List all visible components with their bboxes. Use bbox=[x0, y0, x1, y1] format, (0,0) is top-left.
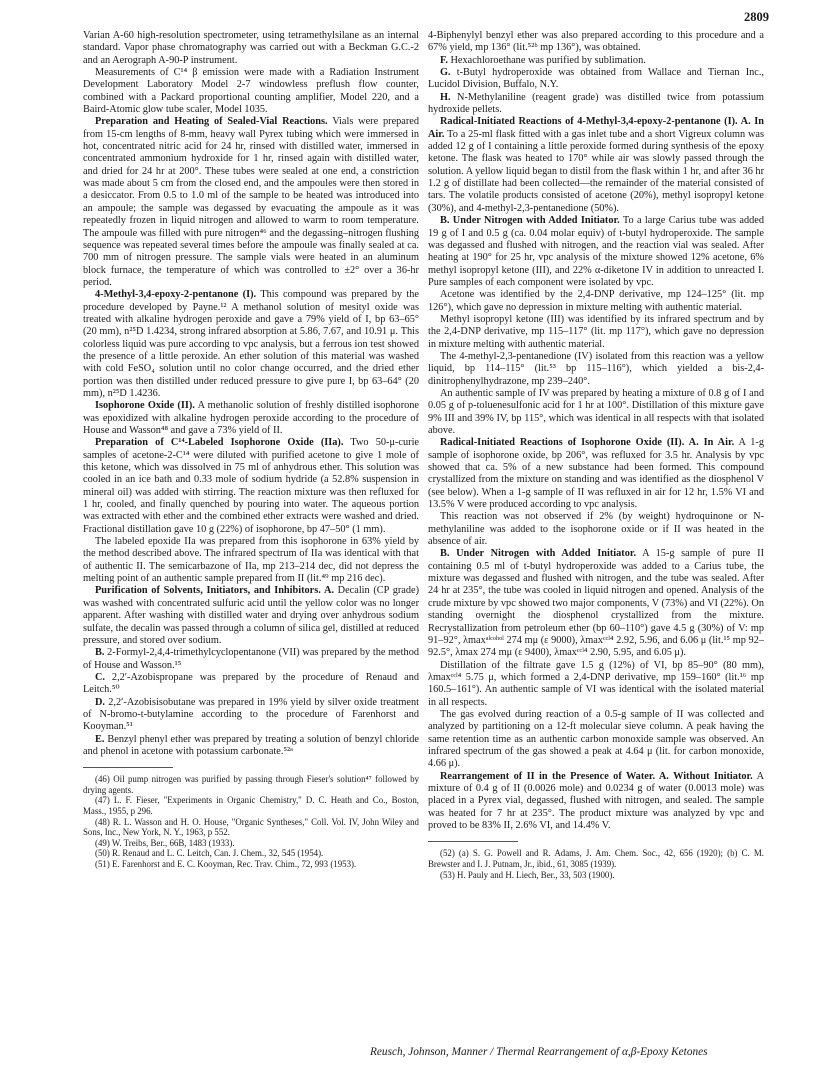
paragraph bbox=[428, 548, 764, 659]
paragraph bbox=[428, 30, 764, 55]
paragraph-text: Hexachloroethane was purified by sublimation. bbox=[450, 54, 646, 66]
paragraph-text: The labeled epoxide IIa was prepared from this isophorone in 63% yield by the method described above. The infrared spectrum of IIa was identical with that of authentic II. The semicarbazone of IIa, mp 213–214 dec, did not depress the melting point of an authentic sample prepared from II (lit.⁴⁹ mp 216 dec). bbox=[83, 536, 419, 585]
paragraph-text: Two 50-μ-curie samples of acetone-2-C¹⁴ were diluted with purified acetone to give 1 mole of this ketone, which was dissolved in 75 ml of anhydrous ether. This solution was cooled in an ice bath and 0.33 mole of sodium hydride (a 52.8% suspension in mineral oil) was added with stirring. The reaction mixture was then refluxed for 1 hr, cooled, and finally quenched by pouring into water. The aqueous portion was extracted with ether and the combined ether extracts were washed and dried. Fractional distillation gave 10 g (22%) of isophorone, bp 47–50° (1 mm). bbox=[83, 437, 419, 535]
paragraph-text: t-Butyl hydroperoxide was obtained from Wallace and Tiernan Inc., Lucidol Division, Buffalo, N.Y. bbox=[428, 67, 764, 91]
paragraph-text: 2,2′-Azobispropane was prepared by the procedure of Renaud and Leitch.⁵⁰ bbox=[83, 671, 419, 696]
paragraph bbox=[428, 351, 764, 388]
paragraph bbox=[83, 734, 419, 759]
paragraph bbox=[428, 289, 764, 314]
paragraph-text: To a 25-ml flask fitted with a gas inlet tube and a short Vigreux column was added 12 g of I containing a little peroxide formed during synthesis of the epoxy ketone. The flask was heated to 170° while air was slowly passed through the solution. A yellow liquid began to distil from the flask within 1 hr, and after 36 hr 1.2 g of distillate had been collected—the remainder of the material consisted of tars. The volatile products consisted of acetone (20%), methyl isopropyl ketone (30%), and 4-methyl-2,3-pentanedione (50%). bbox=[428, 128, 765, 214]
paragraph-heading: H. bbox=[440, 91, 451, 103]
paragraph-text: Vials were prepared from 15-cm lengths of 8-mm, heavy wall Pyrex tubing which were immersed in hot, concentrated nitric acid for 24 hr, rinsed with distilled water, immersed in concentrated ammonium hydroxide for 1 hr, rinsed again with distilled water, and dried for 24 hr at 200°. These tubes were sealed at one end, a constriction was made about 5 cm from the closed end, and the ampoules were then stored in a desiccator. From 0.5 to 1.0 ml of the sample to be heated was introduced into an ampoule; the sample was degassed by evacuating the ampoule as it was repeatedly frozen in liquid nitrogen and allowed to warm to room temperature. The ampoule was filled with pure nitrogen⁴⁶ and the degassing–nitrogen flushing sequence was repeated several times before the ampoule was finally sealed at ca. 700 mm of nitrogen pressure. The sample vials were heated in an aluminum block furnace, the temperature of which was controlled to ±2° over a 36-hr period. bbox=[83, 116, 420, 288]
paragraph-heading: D. bbox=[95, 696, 106, 708]
paragraph-heading: Purification of Solvents, Initiators, and Inhibitors. A. bbox=[95, 585, 334, 597]
paragraph-heading: B. Under Nitrogen with Added Initiator. bbox=[440, 548, 637, 560]
paragraph bbox=[83, 536, 419, 585]
paragraph-text: Measurements of C¹⁴ β emission were made with a Radiation Instrument Development Laboratory Model 2-7 windowless preflush flow counter, combined with a Packard proportional counting amplifier, Model 220, and a Baird-Atomic glow tube scaler, Model 1035. bbox=[83, 67, 419, 116]
paragraph-text: 4-Biphenylyl benzyl ether was also prepared according to this procedure and a 67% yield, mp 136° (lit.⁵²ᵇ mp 136°), was obtained. bbox=[428, 30, 764, 54]
footnote: (51) E. Farenhorst and E. C. Kooyman, Rec. Trav. Chim., 72, 993 (1953). bbox=[95, 859, 357, 870]
paragraph bbox=[428, 388, 764, 437]
paragraph-text: 2,2′-Azobisisobutane was prepared in 19% yield by silver oxide treatment of N-bromo-t-butylamine according to the procedure of Farenhorst and Kooyman.⁵¹ bbox=[83, 696, 419, 733]
paragraph bbox=[428, 92, 764, 117]
paragraph bbox=[428, 709, 764, 771]
left-column bbox=[83, 30, 419, 870]
paragraph-text: Distillation of the filtrate gave 1.5 g (12%) of VI, bp 85–90° (80 mm), λmaxᶜᶜˡ⁴ 5.75 μ, which formed a 2,4-DNP derivative, mp 159–160° (lit.¹⁶ mp 160.5–161°). An authentic sample of VI was identical with the isolated material in all respects. bbox=[428, 659, 764, 708]
paragraph bbox=[83, 67, 419, 116]
paragraph bbox=[83, 30, 419, 67]
paragraph-heading: C. bbox=[95, 671, 106, 683]
paragraph-heading: G. bbox=[440, 67, 451, 79]
right-footnotes bbox=[428, 848, 764, 880]
paragraph bbox=[428, 55, 764, 67]
paragraph bbox=[428, 437, 764, 511]
footnote: (48) R. L. Wasson and H. O. House, "Organic Syntheses," Coll. Vol. IV, John Wiley and Sons, Inc., New York, N. Y., 1963, p 552. bbox=[83, 816, 419, 838]
paragraph-heading: E. bbox=[95, 733, 105, 745]
left-footnotes bbox=[83, 774, 419, 869]
paragraph bbox=[83, 400, 419, 437]
paragraph bbox=[428, 771, 764, 833]
paragraph-heading: B. Under Nitrogen with Added Initiator. bbox=[440, 215, 620, 227]
paragraph-text: A methanolic solution of freshly distilled isophorone was epoxidized with alkaline hydrogen peroxide according to the procedure of House and Wasson⁴⁸ and gave a 73% yield of II. bbox=[83, 400, 419, 436]
paragraph-heading: Preparation of C¹⁴-Labeled Isophorone Oxide (IIa). bbox=[95, 437, 344, 449]
paragraph-text: Methyl isopropyl ketone (III) was identified by its infrared spectrum and by the 2,4-DNP derivative, mp 115–117° (lit. mp 117°), which gave no depression in mixture melting with authentic material. bbox=[428, 313, 764, 350]
footnote: (49) W. Treibs, Ber., 66B, 1483 (1933). bbox=[95, 837, 235, 848]
right-column bbox=[428, 30, 764, 880]
paragraph-heading: Radical-Initiated Reactions of Isophorone Oxide (II). A. In Air. bbox=[440, 437, 735, 449]
footnote: (47) L. F. Fieser, "Experiments in Organic Chemistry," D. C. Heath and Co., Boston, Mass., 1955, p 296. bbox=[83, 795, 419, 817]
footnote: (52) (a) S. G. Powell and R. Adams, J. Am. Chem. Soc., 42, 656 (1920); (b) C. M. Brewster and I. J. Putnam, Jr., ibid., 61, 3085 (1939). bbox=[428, 848, 764, 869]
paragraph-text: 2-Formyl-2,4,4-trimethylcyclopentanone (VII) was prepared by the method of House and Wasson.¹⁵ bbox=[83, 647, 419, 671]
paragraph bbox=[428, 215, 764, 289]
paragraph-text: This reaction was not observed if 2% (by weight) hydroquinone or N-methylaniline was added to the isophorone oxide or if II was heated in the absence of air. bbox=[428, 511, 764, 548]
paragraph bbox=[428, 314, 764, 351]
paragraph bbox=[83, 697, 419, 734]
paragraph-heading: Isophorone Oxide (II). bbox=[95, 400, 195, 412]
footnote-rule bbox=[83, 767, 173, 768]
footnote-rule bbox=[428, 841, 518, 842]
paragraph bbox=[428, 116, 764, 215]
paragraph-heading: Rearrangement of II in the Presence of Water. A. Without Initiator. bbox=[440, 770, 753, 782]
paragraph-heading: 4-Methyl-3,4-epoxy-2-pentanone (I). bbox=[95, 289, 257, 301]
paragraph-text: To a large Carius tube was added 19 g of I and 0.5 g (ca. 0.04 molar equiv) of t-butyl hydroperoxide. The sample was degassed and flushed with nitrogen, and the reaction vial was sealed. After heating at 190° for 25 hr, vpc analysis of the mixture showed 12% acetone, 6% methyl isopropyl ketone (III), and 22% α-diketone IV in addition to unreacted I. Pure samples of each component were isolated by vpc. bbox=[428, 215, 765, 288]
running-footer: Reusch, Johnson, Manner / Thermal Rearrangement of α,β-Epoxy Ketones bbox=[370, 1046, 708, 1058]
paragraph bbox=[83, 672, 419, 697]
paragraph-text: Varian A-60 high-resolution spectrometer, using tetramethylsilane as an internal standard. Vapor phase chromatography was carried out with a Beckman G.C.-2 and an Aerograph A-90-P instrument. bbox=[83, 30, 419, 66]
paragraph bbox=[428, 660, 764, 709]
paragraph-text: N-Methylaniline (reagent grade) was distilled twice from potassium hydroxide pellets. bbox=[428, 91, 764, 116]
footnote: (50) R. Renaud and L. C. Leitch, Can. J. Chem., 32, 545 (1954). bbox=[95, 848, 324, 859]
paragraph-text: A 15-g sample of pure II containing 0.5 ml of t-butyl hydroperoxide was added to a Carius tube, the mixture was degassed and flushed with nitrogen, and the tube was sealed. After 24 hr at 235°, the tube was cooled in liquid nitrogen and opened. Analysis of the crude mixture by vpc showed two major components, V (73%) and VI (22%). On standing overnight the diosphenol crystallized from the mixture. Recrystallization from petroleum ether (bp 60–110°) gave 4.5 g (30%) of V: mp 91–92°, λmaxᵃˡᶜᵒʰᵒˡ 274 mμ (ε 9000), λmaxᶜᶜˡ⁴ 2.92, 5.96, and 6.06 μ (lit.¹⁵ mp 92–92.5°, λmax 274 mμ (ε 9400), λmaxᶜᶜˡ⁴ 2.90, 5.95, and 6.05 μ). bbox=[428, 548, 765, 659]
paragraph-heading: F. bbox=[440, 54, 448, 66]
footnote: (53) H. Pauly and H. Liech, Ber., 33, 503 (1900). bbox=[440, 869, 615, 880]
paragraph-text: Benzyl phenyl ether was prepared by treating a solution of benzyl chloride and phenol in acetone with potassium carbonate.⁵²ᵃ bbox=[83, 733, 420, 757]
paragraph-heading: Radical-Initiated Reactions of 4-Methyl-3,4-epoxy-2-pentanone (I). A. In Air. bbox=[428, 116, 764, 140]
paragraph-text: The 4-methyl-2,3-pentanedione (IV) isolated from this reaction was a yellow liquid, bp 114–115° (lit.⁵³ bp 115–116°), which yielded a bis-2,4-dinitrophenylhydrazone, mp 239–240°. bbox=[428, 350, 764, 387]
paragraph-text: An authentic sample of IV was prepared by heating a mixture of 0.8 g of I and 0.05 g of p-toluenesulfonic acid for 1 hr at 100°. Distillation of this mixture gave 9% III and 39% IV, bp 115°, which was identical in all respects with that isolated above. bbox=[428, 387, 764, 436]
page-number: 2809 bbox=[744, 10, 769, 24]
paragraph-text: Decalin (CP grade) was washed with concentrated sulfuric acid until the yellow color was no longer apparent. After washing with distilled water and drying over anhydrous sodium sulfate, the decalin was passed through a column of silica gel, distilled at reduced pressure, and stored over sodium. bbox=[83, 585, 420, 646]
paragraph bbox=[83, 647, 419, 672]
paragraph-heading: B. bbox=[95, 647, 105, 659]
left-body bbox=[83, 30, 419, 758]
paragraph-text: A mixture of 0.4 g of II (0.0026 mole) and 0.0234 g of water (0.0013 mole) was placed in a Pyrex vial, degassed, flushed with nitrogen, and sealed. The sample was heated for 7 hr at 235°. The product mixture was analyzed by vpc and proved to be 83% II, 2.6% VI, and 14.4% V. bbox=[428, 770, 764, 831]
paragraph bbox=[83, 585, 419, 647]
paragraph bbox=[83, 437, 419, 536]
paragraph bbox=[428, 67, 764, 92]
paragraph-text: Acetone was identified by the 2,4-DNP derivative, mp 124–125° (lit. mp 126°), which gave no depression in mixture melting with authentic material. bbox=[428, 289, 764, 313]
paragraph-text: A 1-g sample of isophorone oxide, bp 206°, was refluxed for 3.5 hr. Analysis by vpc showed that ca. 5% of a new substance had been formed. This compound crystallized from the mixture on standing and was identified as the diosphenol V (see below). When a 1-g sample of II was refluxed in air for 12 hr, 1.5% VI and 13.5% V were produced according to vpc analysis. bbox=[428, 437, 765, 511]
paragraph bbox=[83, 289, 419, 400]
paragraph-text: This compound was prepared by the procedure developed by Payne.¹² A methanol solution of mesityl oxide was treated with alkaline hydrogen peroxide and gave a 79% yield of I, bp 63–65° (20 mm), n²⁵D 1.4234, strong infrared absorption at 5.86, 7.67, and 10.91 μ. This colorless liquid was pure according to vpc analysis, but a ferrous ion test showed the presence of a little peroxide. An ether solution of this material was washed with cold FeSO₄ solution until no color change occurred, and the dried ether portion was then distilled under reduced pressure to give pure I, bp 63–64° (20 mm), n²⁵D 1.4236. bbox=[83, 289, 420, 399]
paragraph-text: The gas evolved during reaction of a 0.5-g sample of II was collected and analyzed by partitioning on a 12-ft molecular sieve column. A peak having the same retention time as an authentic carbon monoxide sample was observed. An infrared spectrum of the gas showed a peak at 4.64 μ (lit. for carbon monoxide, 4.66 μ). bbox=[428, 708, 764, 770]
footnote: (46) Oil pump nitrogen was purified by passing through Fieser's solution⁴⁷ followed by drying agents. bbox=[83, 774, 419, 795]
paragraph bbox=[428, 511, 764, 548]
paragraph-heading: Preparation and Heating of Sealed-Vial Reactions. bbox=[95, 116, 328, 128]
paragraph bbox=[83, 116, 419, 289]
right-body bbox=[428, 30, 764, 832]
